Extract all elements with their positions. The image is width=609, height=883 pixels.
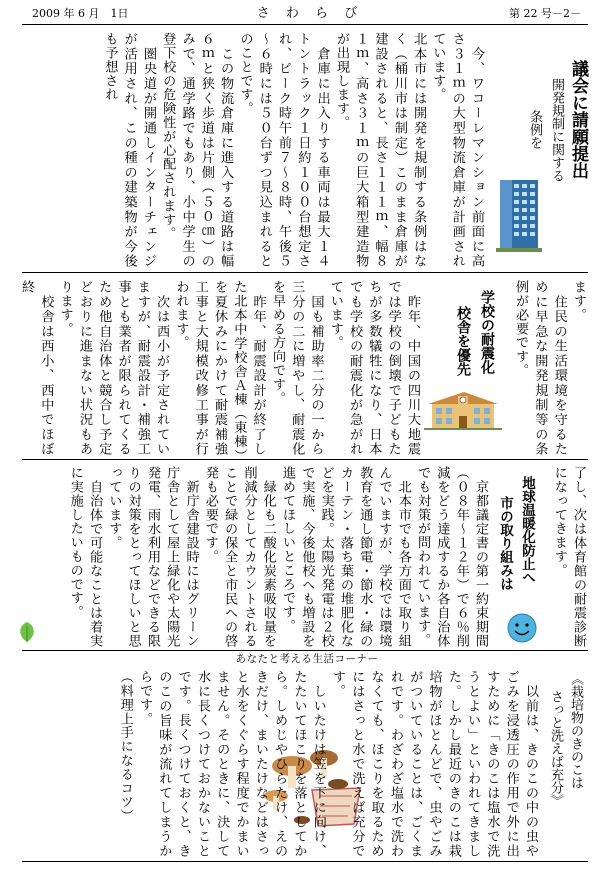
- issue-date: 2009 年 6 月 1日: [32, 7, 129, 20]
- newsletter-title: さ わ ら び: [256, 6, 364, 21]
- article-2-title-2: 校舎を優先: [455, 306, 471, 376]
- article-1-subtitle-1: 開発規制に関する: [549, 78, 564, 182]
- section-rule-1: [22, 272, 588, 273]
- corner-body: 以前は、きのこの中の虫やごみを浸透圧の作用で外に出すために「きのこは塩水で洗うとよい」といわれてきました。しかし最近のきのこは栽培物がほとんどで、虫やごみがついていることは、ごくまれです。わざわざ塩水で洗わなくても、ほこりを取るためにはさっと水で洗えば充分です。 しいたけは笠を下に向け、たたいてほこりを落としてから。しめじやひらたけ、えのきだけ、まいたけなどはさっと水をくぐらす程度でかまいません。そのときに、決して水に長くつけておかないことです。長くつけておくと、きのこの旨味が流れてしまうからです。 （料理上手になるコツ）: [117, 670, 538, 858]
- article-2-body: 昨年、中国の四川大地震では学校の倒壊で子どもたちが多数犠牲になり、日本でも学校の耐震化が急がれています。 国も補助率二分の一から三分の二に増やし、耐震化を早める方向です。 昨年、耐震設計が終了した北本中学校舎Ａ棟（東棟）を夏休みにかけて耐震補強工事と大規模改修工事が行われます。 次は西小が予定されていますが、耐震設計・補強工事とも業者が限られてくるため他自治体と競合し予定どおりに進まない状況もあります。 校舎は西小、西中でほぼ終: [19, 280, 420, 456]
- article-3-body: 京都議定書の第一約束期間（０８年～１２年）で６％削減をどう達成するか各自治体でも対策が問われています。 北本市でも各方面で取り組んでいますが、学校では環境教育を通し節電・節水・緑のカーテン・落ち葉の堆肥化などを実践。太陽光発電は２校で実施、今後他校へも増設を進めてほしいところです。 緑化も二酸化炭素吸収量を削減分としてカウントされることで緑の保全と市民への啓発も必要です。 新庁舎建設時にはグリーン庁舎として屋上緑化や太陽光発電、雨水利用などできる限りの対策をとってほしいと思っています。 自治体で可能なことは着実に実施したいものです。: [67, 466, 488, 648]
- office-building-icon: [496, 176, 542, 252]
- issue-number: 第 22 号－2－: [509, 7, 581, 20]
- article-1-subtitle-2: 条例を: [527, 110, 542, 149]
- article-1-body: 今、ワコーレマンション前面に高さ３１ｍの大型物流倉庫が計画されています。 北本市には開発を規制する条例はなく（桶川市は制定）このまま倉庫が建設されると、長さ１１１ｍ、幅８１ｍ、高さ３１ｍの巨大箱型建造物が出現します。 倉庫に出入りする車両は最大１４トントラック１日約１００台想定され、ピーク時午前７～８時、午後５～６時には５０台ずつ見込まれるとのことです。 この物流倉庫に進入する道路は幅６ｍと狭く歩道は片側（５０㎝）のみで、通学路でもあり、小中学生の登下校の危険性が心配されます。 圏央道が開通しインターチェンジが活用され、この種の建築物が今後も予想され: [102, 32, 484, 268]
- corner-title: 《栽培物のきのこは: [568, 672, 583, 789]
- corner-title-2: さっと洗えば充分》: [548, 690, 563, 807]
- school-building-icon: [424, 384, 502, 430]
- corner-label: あなたと考える生活コーナー: [235, 653, 379, 665]
- article-1-continuation: ます。 住民の生活環境を守るために早急な開発規制等の条例が必要です。: [513, 280, 586, 456]
- article-2-title-1: 学校の耐震化: [479, 290, 495, 374]
- section-rule-2: [22, 459, 588, 460]
- leaf-icon: [16, 620, 38, 644]
- footer-rule: [22, 861, 588, 862]
- smiling-earth-icon: [506, 612, 538, 644]
- article-2-continuation: 了し、次は体育館の耐震診断になってきます。: [551, 466, 586, 648]
- article-1-title: 議会に請願提出: [568, 60, 588, 179]
- article-3-title-2: 市の取り組みは: [497, 496, 513, 591]
- header-rule: [22, 24, 588, 25]
- article-3-title-1: 地球温暖化防止へ: [519, 476, 535, 584]
